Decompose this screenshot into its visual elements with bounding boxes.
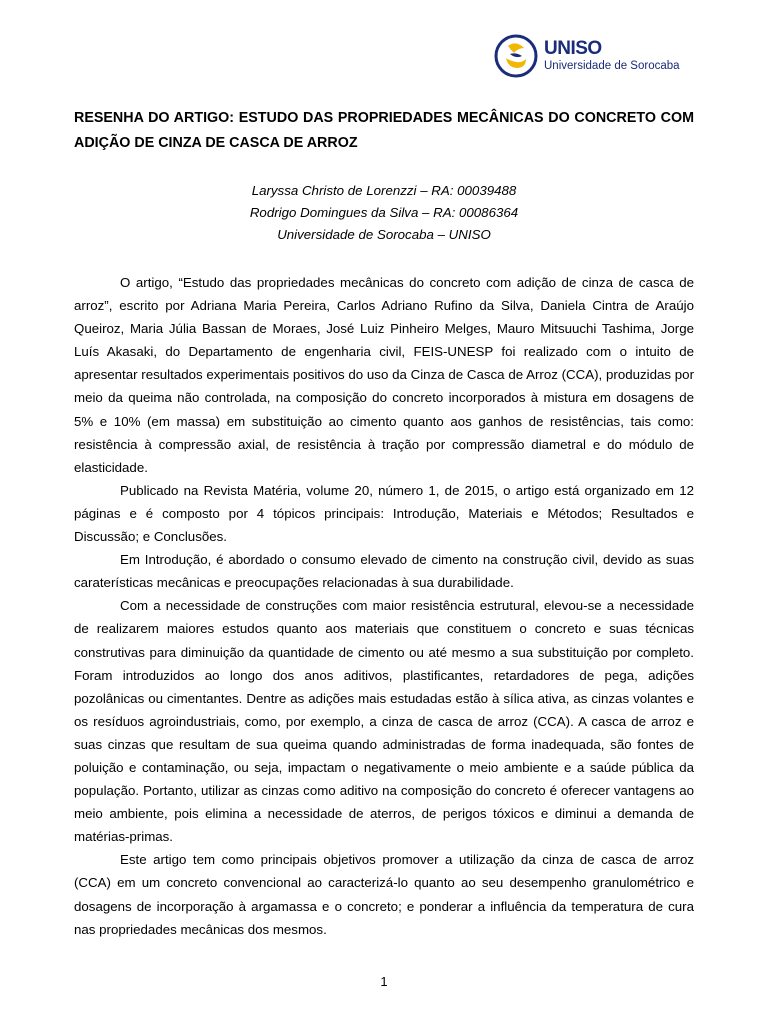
logo-name: UNISO <box>544 38 602 60</box>
paragraph: O artigo, “Estudo das propriedades mecânicas do concreto com adição de cinza de casca de arroz”, escrito por Adriana Maria Pereira, Carlos Adriano Rufino da Silva, Daniela Cintra de Araújo Queiroz, Maria Júlia Bassan de Moraes, José Luiz Pinheiro Melges, Mauro Mitsuuchi Tashima, Jorge Luís Akasaki, do Departamento de engenharia civil, FEIS-UNESP foi realizado com o intuito de apresentar resultados experimentais positivos do uso da Cinza de Casca de Arroz (CCA), produzidas por meio da queima não controlada, na composição do concreto incorporados à mistura em dosagens de 5% e 10% (em massa) em substituição ao cimento quanto aos ganhos de resistências, tais como: resistência à compressão axial, de resistência à tração por compressão diametral e do módulo de elasticidade. <box>74 275 694 475</box>
authors-block <box>74 180 694 246</box>
body-text <box>74 271 694 941</box>
uniso-logo-icon <box>494 34 538 78</box>
institution-line: Universidade de Sorocaba – UNISO <box>277 227 491 242</box>
author-line: Laryssa Christo de Lorenzzi – RA: 00039488 <box>251 183 517 198</box>
paragraph: Este artigo tem como principais objetivos promover a utilização da cinza de casca de arroz (CCA) em um concreto convencional ao caracterizá-lo quanto ao seu desempenho granulométrico e dosagens de incorporação à argamassa e o concreto; e ponderar a influência da temperatura de cura nas propriedades mecânicas dos mesmos. <box>74 852 694 937</box>
paragraph: Em Introdução, é abordado o consumo elevado de cimento na construção civil, devido as suas caraterísticas mecânicas e preocupações relacionadas à sua durabilidade. <box>74 552 694 591</box>
author-line: Rodrigo Domingues da Silva – RA: 00086364 <box>249 205 519 220</box>
document-title: RESENHA DO ARTIGO: ESTUDO DAS PROPRIEDADES MECÂNICAS DO CONCRETO COM ADIÇÃO DE CINZA DE CASCA DE ARROZ <box>74 110 694 151</box>
paragraph: Com a necessidade de construções com maior resistência estrutural, elevou-se a necessidade de realizarem maiores estudos quanto aos materiais que constituem o concreto e suas técnicas construtivas para diminuição da quantidade de cimento ou até mesmo a sua substituição por completo. Foram introduzidos ao longo dos anos aditivos, plastificantes, retardadores de pega, adições pozolânicas ou cimentantes. Dentre as adições mais estudadas estão à sílica ativa, as cinzas volantes e os resíduos agroindustriais, como, por exemplo, a cinza de casca de arroz (CCA). A casca de arroz e suas cinzas que resultam de sua queima quando administradas de forma inadequada, são fontes de poluição e contaminação, ou seja, impactam o negativamente o meio ambiente e a saúde pública da população. Portanto, utilizar as cinzas como aditivo na composição do concreto é oferecer vantagens ao meio ambiente, pois elimina a necessidade de aterros, de perigos tóxicos e diminui a demanda de matérias-primas. <box>74 598 694 845</box>
logo-subtitle: Universidade de Sorocaba <box>544 60 680 73</box>
paragraph: Publicado na Revista Matéria, volume 20, número 1, de 2015, o artigo está organizado em 12 páginas e é composto por 4 tópicos principais: Introdução, Materiais e Métodos; Resultados e Discussão; e Conclusões. <box>74 482 694 545</box>
uniso-logo <box>494 34 680 78</box>
page-number: 1 <box>380 974 388 989</box>
